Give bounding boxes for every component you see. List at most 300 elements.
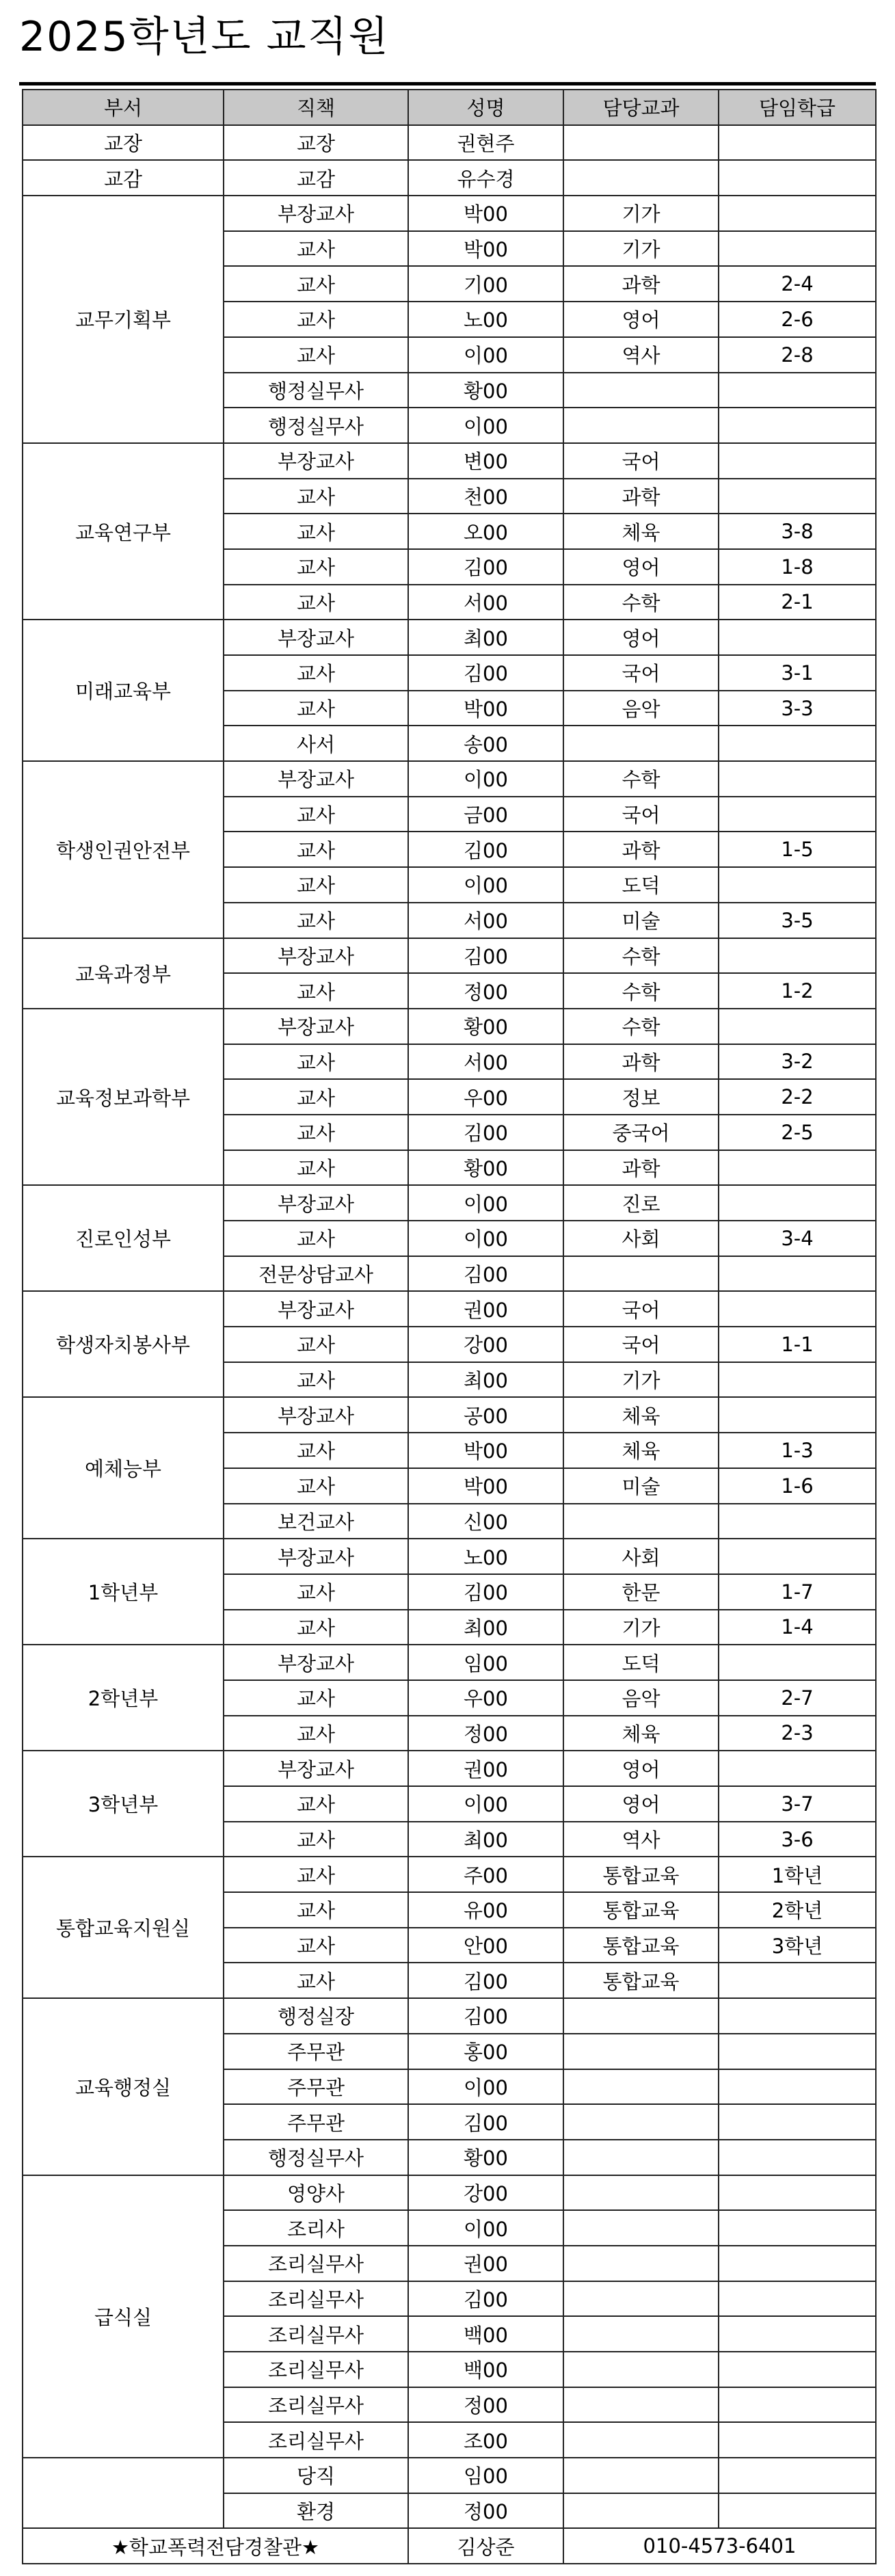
subject-cell (563, 2352, 719, 2387)
subject-cell: 과학 (563, 1150, 719, 1186)
position-cell: 교사 (224, 231, 408, 267)
homeroom-cell: 2-3 (719, 1716, 876, 1751)
position-cell: 교사 (224, 1115, 408, 1150)
name-cell: 유수경 (408, 160, 563, 196)
subject-cell: 정보 (563, 1079, 719, 1115)
homeroom-cell: 1-4 (719, 1610, 876, 1645)
position-cell: 교사 (224, 867, 408, 903)
homeroom-cell (719, 1291, 876, 1327)
name-cell: 정00 (408, 973, 563, 1009)
position-cell: 교사 (224, 797, 408, 832)
position-cell: 행정실장 (224, 1998, 408, 2034)
subject-cell (563, 2387, 719, 2423)
department-cell: 미래교육부 (23, 620, 224, 761)
subject-cell: 영어 (563, 620, 719, 655)
department-cell: 2학년부 (23, 1645, 224, 1751)
subject-cell: 국어 (563, 443, 719, 479)
homeroom-cell (719, 1009, 876, 1044)
subject-cell (563, 1998, 719, 2034)
homeroom-cell (719, 2458, 876, 2493)
name-cell: 최00 (408, 1822, 563, 1857)
table-row (23, 1751, 876, 1786)
name-cell: 임00 (408, 2458, 563, 2493)
position-cell: 조리실무사 (224, 2246, 408, 2281)
homeroom-cell (719, 2281, 876, 2317)
subject-cell: 수학 (563, 585, 719, 620)
position-cell: 교사 (224, 1433, 408, 1468)
name-cell: 최00 (408, 1610, 563, 1645)
subject-cell: 체육 (563, 1716, 719, 1751)
name-cell: 김00 (408, 832, 563, 867)
homeroom-cell (719, 2175, 876, 2211)
position-cell: 교사 (224, 1857, 408, 1892)
name-cell: 노00 (408, 1539, 563, 1574)
table-row (23, 1645, 876, 1680)
homeroom-cell: 3-6 (719, 1822, 876, 1857)
subject-cell: 수학 (563, 1009, 719, 1044)
homeroom-cell (719, 2210, 876, 2246)
homeroom-cell: 1-8 (719, 549, 876, 585)
table-row (23, 761, 876, 797)
subject-cell: 통합교육 (563, 1963, 719, 1998)
homeroom-cell (719, 2493, 876, 2529)
homeroom-cell (719, 1185, 876, 1221)
position-cell: 교사 (224, 549, 408, 585)
homeroom-cell: 3-2 (719, 1044, 876, 1080)
subject-cell: 과학 (563, 479, 719, 514)
homeroom-cell: 2-7 (719, 1680, 876, 1716)
subject-cell: 미술 (563, 903, 719, 938)
homeroom-cell (719, 479, 876, 514)
position-cell: 부장교사 (224, 1291, 408, 1327)
subject-cell: 국어 (563, 655, 719, 691)
name-cell: 김00 (408, 2281, 563, 2317)
name-cell: 우00 (408, 1079, 563, 1115)
homeroom-cell (719, 408, 876, 443)
homeroom-cell: 2학년 (719, 1892, 876, 1928)
subject-cell: 기가 (563, 231, 719, 267)
subject-cell: 미술 (563, 1468, 719, 1504)
name-cell: 김00 (408, 655, 563, 691)
homeroom-cell: 1-1 (719, 1327, 876, 1362)
position-cell: 부장교사 (224, 1751, 408, 1786)
subject-cell: 과학 (563, 832, 719, 867)
homeroom-cell: 2-4 (719, 266, 876, 302)
name-cell: 김00 (408, 1998, 563, 2034)
position-cell: 부장교사 (224, 1397, 408, 1433)
homeroom-cell (719, 1539, 876, 1574)
subject-cell (563, 2175, 719, 2211)
position-cell: 교사 (224, 1327, 408, 1362)
department-cell: 학생자치봉사부 (23, 1291, 224, 1397)
subject-cell: 체육 (563, 1397, 719, 1433)
name-cell: 박00 (408, 196, 563, 231)
table-row (23, 125, 876, 161)
name-cell: 박00 (408, 231, 563, 267)
name-cell: 최00 (408, 1362, 563, 1398)
homeroom-cell (719, 2034, 876, 2069)
department-cell: 교감 (23, 160, 224, 196)
header-position: 직책 (224, 90, 408, 125)
footer-officer-name: 김상준 (408, 2528, 563, 2564)
homeroom-cell (719, 1397, 876, 1433)
position-cell: 부장교사 (224, 196, 408, 231)
position-cell: 교사 (224, 1362, 408, 1398)
name-cell: 주00 (408, 1857, 563, 1892)
subject-cell: 기가 (563, 1362, 719, 1398)
homeroom-cell (719, 2069, 876, 2105)
header-name: 성명 (408, 90, 563, 125)
subject-cell (563, 2458, 719, 2493)
name-cell: 공00 (408, 1397, 563, 1433)
department-cell: 3학년부 (23, 1751, 224, 1857)
position-cell: 교사 (224, 514, 408, 549)
department-cell: 교무기획부 (23, 196, 224, 443)
staff-table (22, 89, 877, 2564)
subject-cell: 체육 (563, 514, 719, 549)
position-cell: 조리실무사 (224, 2352, 408, 2387)
homeroom-cell: 2-8 (719, 337, 876, 373)
table-row (23, 938, 876, 974)
position-cell: 부장교사 (224, 1009, 408, 1044)
name-cell: 황00 (408, 373, 563, 408)
table-row (23, 2175, 876, 2211)
name-cell: 기00 (408, 266, 563, 302)
name-cell: 백00 (408, 2316, 563, 2352)
subject-cell: 국어 (563, 1327, 719, 1362)
name-cell: 황00 (408, 1150, 563, 1186)
subject-cell (563, 1504, 719, 1539)
position-cell: 교사 (224, 585, 408, 620)
name-cell: 김00 (408, 938, 563, 974)
table-row (23, 160, 876, 196)
name-cell: 권00 (408, 1291, 563, 1327)
homeroom-cell (719, 2387, 876, 2423)
position-cell: 교사 (224, 903, 408, 938)
subject-cell (563, 2281, 719, 2317)
position-cell: 주무관 (224, 2104, 408, 2140)
homeroom-cell (719, 373, 876, 408)
homeroom-cell (719, 726, 876, 761)
header-homeroom: 담임학급 (719, 90, 876, 125)
table-row (23, 620, 876, 655)
subject-cell (563, 2246, 719, 2281)
subject-cell (563, 125, 719, 161)
name-cell: 강00 (408, 2175, 563, 2211)
name-cell: 서00 (408, 1044, 563, 1080)
name-cell: 박00 (408, 1468, 563, 1504)
position-cell: 교사 (224, 1044, 408, 1080)
staff-table-body (23, 125, 876, 2529)
subject-cell: 수학 (563, 761, 719, 797)
homeroom-cell (719, 160, 876, 196)
department-cell: 1학년부 (23, 1539, 224, 1645)
position-cell: 환경 (224, 2493, 408, 2529)
position-cell: 교사 (224, 1079, 408, 1115)
position-cell: 부장교사 (224, 620, 408, 655)
position-cell: 교사 (224, 1150, 408, 1186)
name-cell: 신00 (408, 1504, 563, 1539)
homeroom-cell: 3-7 (719, 1786, 876, 1822)
position-cell: 부장교사 (224, 938, 408, 974)
subject-cell: 국어 (563, 797, 719, 832)
position-cell: 교사 (224, 832, 408, 867)
position-cell: 조리실무사 (224, 2387, 408, 2423)
position-cell: 교감 (224, 160, 408, 196)
table-row (23, 1009, 876, 1044)
name-cell: 김00 (408, 1115, 563, 1150)
homeroom-cell: 2-5 (719, 1115, 876, 1150)
name-cell: 조00 (408, 2422, 563, 2458)
table-row (23, 1185, 876, 1221)
department-cell (23, 2458, 224, 2528)
subject-cell (563, 2422, 719, 2458)
name-cell: 김00 (408, 1574, 563, 1610)
homeroom-cell: 1학년 (719, 1857, 876, 1892)
footer-row (23, 2528, 876, 2564)
position-cell: 교사 (224, 266, 408, 302)
position-cell: 조리실무사 (224, 2316, 408, 2352)
position-cell: 교사 (224, 337, 408, 373)
name-cell: 황00 (408, 2140, 563, 2175)
homeroom-cell: 1-5 (719, 832, 876, 867)
subject-cell: 사회 (563, 1221, 719, 1256)
position-cell: 교사 (224, 655, 408, 691)
name-cell: 이00 (408, 2069, 563, 2105)
subject-cell: 통합교육 (563, 1928, 719, 1963)
position-cell: 교사 (224, 1574, 408, 1610)
homeroom-cell: 2-1 (719, 585, 876, 620)
subject-cell: 영어 (563, 1786, 719, 1822)
name-cell: 서00 (408, 585, 563, 620)
homeroom-cell (719, 2104, 876, 2140)
position-cell: 당직 (224, 2458, 408, 2493)
name-cell: 금00 (408, 797, 563, 832)
name-cell: 이00 (408, 761, 563, 797)
name-cell: 이00 (408, 1221, 563, 1256)
name-cell: 이00 (408, 1786, 563, 1822)
homeroom-cell: 3학년 (719, 1928, 876, 1963)
name-cell: 정00 (408, 2387, 563, 2423)
homeroom-cell: 3-3 (719, 691, 876, 726)
position-cell: 부장교사 (224, 1185, 408, 1221)
homeroom-cell (719, 1751, 876, 1786)
name-cell: 최00 (408, 620, 563, 655)
name-cell: 김00 (408, 2104, 563, 2140)
name-cell: 권현주 (408, 125, 563, 161)
homeroom-cell: 1-6 (719, 1468, 876, 1504)
homeroom-cell (719, 2316, 876, 2352)
homeroom-cell (719, 1150, 876, 1186)
position-cell: 사서 (224, 726, 408, 761)
position-cell: 조리실무사 (224, 2281, 408, 2317)
position-cell: 행정실무사 (224, 2140, 408, 2175)
name-cell: 임00 (408, 1645, 563, 1680)
subject-cell: 국어 (563, 1291, 719, 1327)
subject-cell (563, 2316, 719, 2352)
subject-cell: 영어 (563, 302, 719, 337)
homeroom-cell (719, 2422, 876, 2458)
homeroom-cell: 1-2 (719, 973, 876, 1009)
subject-cell (563, 2104, 719, 2140)
department-cell: 학생인권안전부 (23, 761, 224, 938)
subject-cell: 영어 (563, 549, 719, 585)
homeroom-cell: 3-8 (719, 514, 876, 549)
name-cell: 권00 (408, 2246, 563, 2281)
subject-cell (563, 1256, 719, 1292)
name-cell: 박00 (408, 691, 563, 726)
subject-cell: 도덕 (563, 867, 719, 903)
subject-cell: 중국어 (563, 1115, 719, 1150)
name-cell: 노00 (408, 302, 563, 337)
name-cell: 이00 (408, 867, 563, 903)
position-cell: 교사 (224, 1221, 408, 1256)
position-cell: 주무관 (224, 2069, 408, 2105)
homeroom-cell (719, 443, 876, 479)
subject-cell: 수학 (563, 973, 719, 1009)
table-row (23, 1291, 876, 1327)
position-cell: 교사 (224, 973, 408, 1009)
name-cell: 황00 (408, 1009, 563, 1044)
department-cell: 교육과정부 (23, 938, 224, 1009)
position-cell: 행정실무사 (224, 408, 408, 443)
position-cell: 부장교사 (224, 1539, 408, 1574)
name-cell: 유00 (408, 1892, 563, 1928)
homeroom-cell (719, 1362, 876, 1398)
name-cell: 홍00 (408, 2034, 563, 2069)
department-cell: 교장 (23, 125, 224, 161)
footer-label: ★학교폭력전담경찰관★ (23, 2528, 408, 2564)
subject-cell: 수학 (563, 938, 719, 974)
homeroom-cell (719, 620, 876, 655)
page-title: 2025학년도 교직원 (19, 13, 390, 61)
name-cell: 천00 (408, 479, 563, 514)
table-row (23, 1539, 876, 1574)
homeroom-cell: 3-1 (719, 655, 876, 691)
table-row (23, 1397, 876, 1433)
position-cell: 교사 (224, 1963, 408, 1998)
position-cell: 교사 (224, 302, 408, 337)
homeroom-cell (719, 938, 876, 974)
name-cell: 김00 (408, 549, 563, 585)
homeroom-cell: 2-2 (719, 1079, 876, 1115)
position-cell: 교사 (224, 1468, 408, 1504)
position-cell: 교사 (224, 479, 408, 514)
subject-cell (563, 726, 719, 761)
homeroom-cell (719, 2246, 876, 2281)
position-cell: 영양사 (224, 2175, 408, 2211)
subject-cell: 통합교육 (563, 1892, 719, 1928)
subject-cell: 기가 (563, 196, 719, 231)
name-cell: 우00 (408, 1680, 563, 1716)
position-cell: 전문상담교사 (224, 1256, 408, 1292)
homeroom-cell: 1-3 (719, 1433, 876, 1468)
subject-cell: 체육 (563, 1433, 719, 1468)
name-cell: 권00 (408, 1751, 563, 1786)
header-dept: 부서 (23, 90, 224, 125)
homeroom-cell (719, 196, 876, 231)
subject-cell: 역사 (563, 1822, 719, 1857)
name-cell: 박00 (408, 1433, 563, 1468)
homeroom-cell: 1-7 (719, 1574, 876, 1610)
table-row (23, 196, 876, 231)
position-cell: 행정실무사 (224, 373, 408, 408)
homeroom-cell (719, 1998, 876, 2034)
subject-cell: 한문 (563, 1574, 719, 1610)
homeroom-cell: 3-4 (719, 1221, 876, 1256)
subject-cell (563, 373, 719, 408)
subject-cell: 역사 (563, 337, 719, 373)
position-cell: 주무관 (224, 2034, 408, 2069)
title-underline (19, 82, 876, 85)
subject-cell: 음악 (563, 691, 719, 726)
homeroom-cell (719, 2352, 876, 2387)
department-cell: 교육행정실 (23, 1998, 224, 2175)
subject-cell: 과학 (563, 266, 719, 302)
footer-phone: 010-4573-6401 (563, 2528, 876, 2564)
position-cell: 교사 (224, 1822, 408, 1857)
name-cell: 이00 (408, 337, 563, 373)
homeroom-cell (719, 1256, 876, 1292)
department-cell: 급식실 (23, 2175, 224, 2458)
position-cell: 교사 (224, 1680, 408, 1716)
subject-cell: 진로 (563, 1185, 719, 1221)
position-cell: 교사 (224, 1892, 408, 1928)
subject-cell: 통합교육 (563, 1857, 719, 1892)
position-cell: 교사 (224, 1716, 408, 1751)
department-cell: 교육정보과학부 (23, 1009, 224, 1185)
name-cell: 김00 (408, 1256, 563, 1292)
table-row (23, 1857, 876, 1892)
name-cell: 이00 (408, 1185, 563, 1221)
position-cell: 부장교사 (224, 761, 408, 797)
homeroom-cell (719, 1504, 876, 1539)
position-cell: 조리사 (224, 2210, 408, 2246)
subject-cell: 기가 (563, 1610, 719, 1645)
subject-cell (563, 2034, 719, 2069)
homeroom-cell (719, 867, 876, 903)
subject-cell (563, 2140, 719, 2175)
name-cell: 변00 (408, 443, 563, 479)
name-cell: 오00 (408, 514, 563, 549)
position-cell: 교사 (224, 1786, 408, 1822)
position-cell: 조리실무사 (224, 2422, 408, 2458)
position-cell: 부장교사 (224, 443, 408, 479)
subject-cell (563, 408, 719, 443)
homeroom-cell (719, 797, 876, 832)
position-cell: 교장 (224, 125, 408, 161)
subject-cell: 영어 (563, 1751, 719, 1786)
name-cell: 송00 (408, 726, 563, 761)
name-cell: 김00 (408, 1963, 563, 1998)
position-cell: 부장교사 (224, 1645, 408, 1680)
subject-cell: 음악 (563, 1680, 719, 1716)
table-header-row (23, 90, 876, 125)
homeroom-cell (719, 1963, 876, 1998)
subject-cell (563, 2493, 719, 2529)
table-row (23, 2458, 876, 2493)
subject-cell: 도덕 (563, 1645, 719, 1680)
name-cell: 서00 (408, 903, 563, 938)
subject-cell (563, 160, 719, 196)
name-cell: 백00 (408, 2352, 563, 2387)
table-row (23, 1998, 876, 2034)
name-cell: 정00 (408, 2493, 563, 2529)
subject-cell: 사회 (563, 1539, 719, 1574)
homeroom-cell (719, 2140, 876, 2175)
position-cell: 교사 (224, 691, 408, 726)
name-cell: 이00 (408, 408, 563, 443)
